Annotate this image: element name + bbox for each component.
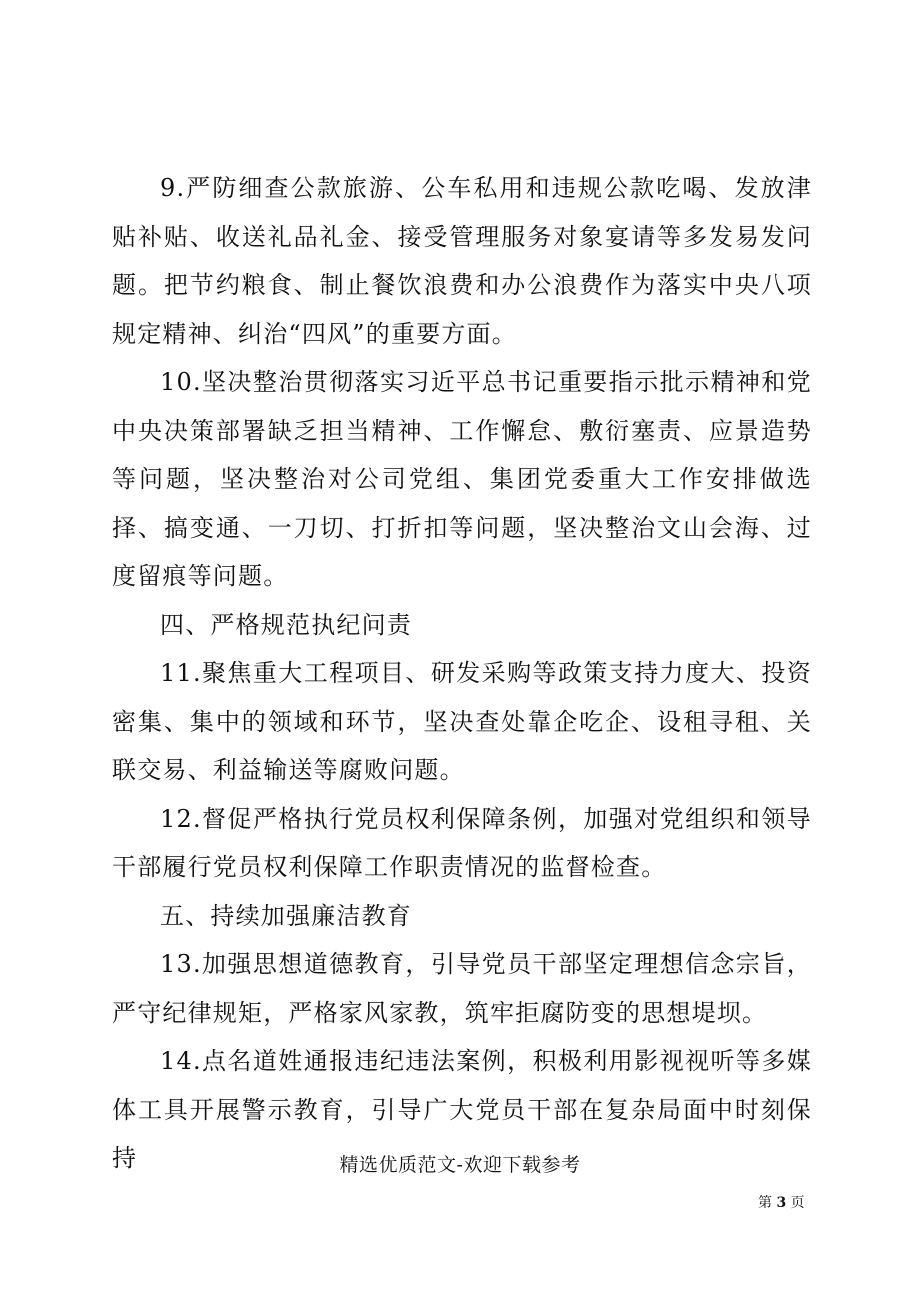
- page-number-prefix: 第: [758, 1195, 772, 1211]
- paragraph-item-14: 14.点名道姓通报违纪违法案例，积极利用影视视听等多媒体工具开展警示教育，引导广大党员干部在复杂局面中时刻保持: [112, 1047, 812, 1172]
- section-heading-4: 四、严格规范执纪问责: [160, 610, 412, 639]
- document-body: [112, 164, 812, 1183]
- page-number: [758, 1192, 805, 1212]
- section-heading-5: 五、持续加强廉洁教育: [160, 901, 412, 930]
- paragraph-item-10: 10.坚决整治贯彻落实习近平总书记重要指示批示精神和党中央决策部署缺乏担当精神、工作懈怠、敷衍塞责、应景造势等问题，坚决整治对公司党组、集团党委重大工作安排做选择、搞变通、一刀切、打折扣等问题，坚决整治文山会海、过度留痕等问题。: [112, 368, 812, 590]
- page-number-value: 3: [776, 1195, 787, 1211]
- page-number-suffix: 页: [790, 1195, 805, 1211]
- paragraph-item-12: 12.督促严格执行党员权利保障条例，加强对党组织和领导干部履行党员权利保障工作职责情况的监督检查。: [112, 804, 812, 881]
- paragraph-item-11: 11.聚焦重大工程项目、研发采购等政策支持力度大、投资密集、集中的领域和环节，坚决查处靠企吃企、设租寻租、关联交易、利益输送等腐败问题。: [112, 659, 812, 784]
- paragraph-item-13: 13.加强思想道德教育，引导党员干部坚定理想信念宗旨，严守纪律规矩，严格家风家教，筑牢拒腐防变的思想堤坝。: [112, 950, 812, 1027]
- paragraph-item-9: 9.严防细查公款旅游、公车私用和违规公款吃喝、发放津贴补贴、收送礼品礼金、接受管理服务对象宴请等多发易发问题。把节约粮食、制止餐饮浪费和办公浪费作为落实中央八项规定精神、纠治“四风”的重要方面。: [112, 174, 812, 348]
- footer-title: 精选优质范文-欢迎下载参考: [339, 1154, 581, 1176]
